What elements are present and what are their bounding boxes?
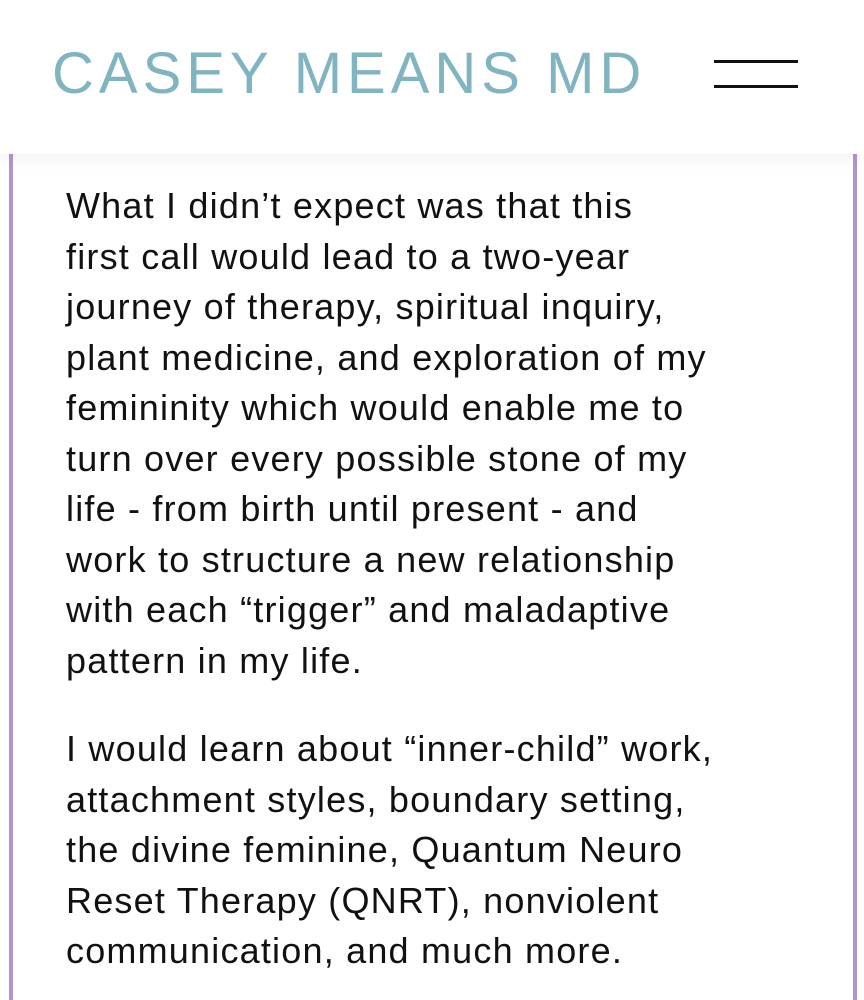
text-line: work to structure a new relationship bbox=[66, 538, 676, 580]
article-content bbox=[9, 154, 857, 1000]
site-header bbox=[0, 0, 864, 154]
text-line: first call would lead to a two-year bbox=[66, 235, 631, 277]
text-line: I would learn about “inner-child” work, bbox=[66, 728, 714, 769]
article-paragraph-1 bbox=[66, 181, 826, 686]
site-logo[interactable]: CASEY MEANS MD bbox=[52, 41, 647, 106]
text-line: communication, and much more. bbox=[66, 930, 624, 971]
text-line: plant medicine, and exploration of my bbox=[66, 336, 707, 378]
text-line: attachment styles, boundary setting, bbox=[66, 778, 686, 820]
text-line: life - from birth until present - and bbox=[66, 488, 639, 529]
text-line: turn over every possible stone of my bbox=[66, 437, 688, 479]
text-line: femininity which would enable me to bbox=[66, 387, 685, 428]
text-line: the divine feminine, Quantum Neuro bbox=[66, 829, 684, 870]
text-line: pattern in my life. bbox=[66, 639, 363, 681]
menu-line-bottom bbox=[714, 85, 798, 88]
article-paragraph-2 bbox=[66, 724, 826, 977]
menu-button[interactable] bbox=[712, 54, 800, 98]
text-line: with each “trigger” and maladaptive bbox=[66, 589, 671, 630]
text-line: Reset Therapy (QNRT), nonviolent bbox=[66, 879, 660, 921]
menu-line-top bbox=[714, 60, 798, 63]
text-line: What I didn’t expect was that this bbox=[66, 185, 634, 226]
text-line: journey of therapy, spiritual inquiry, bbox=[66, 286, 665, 327]
